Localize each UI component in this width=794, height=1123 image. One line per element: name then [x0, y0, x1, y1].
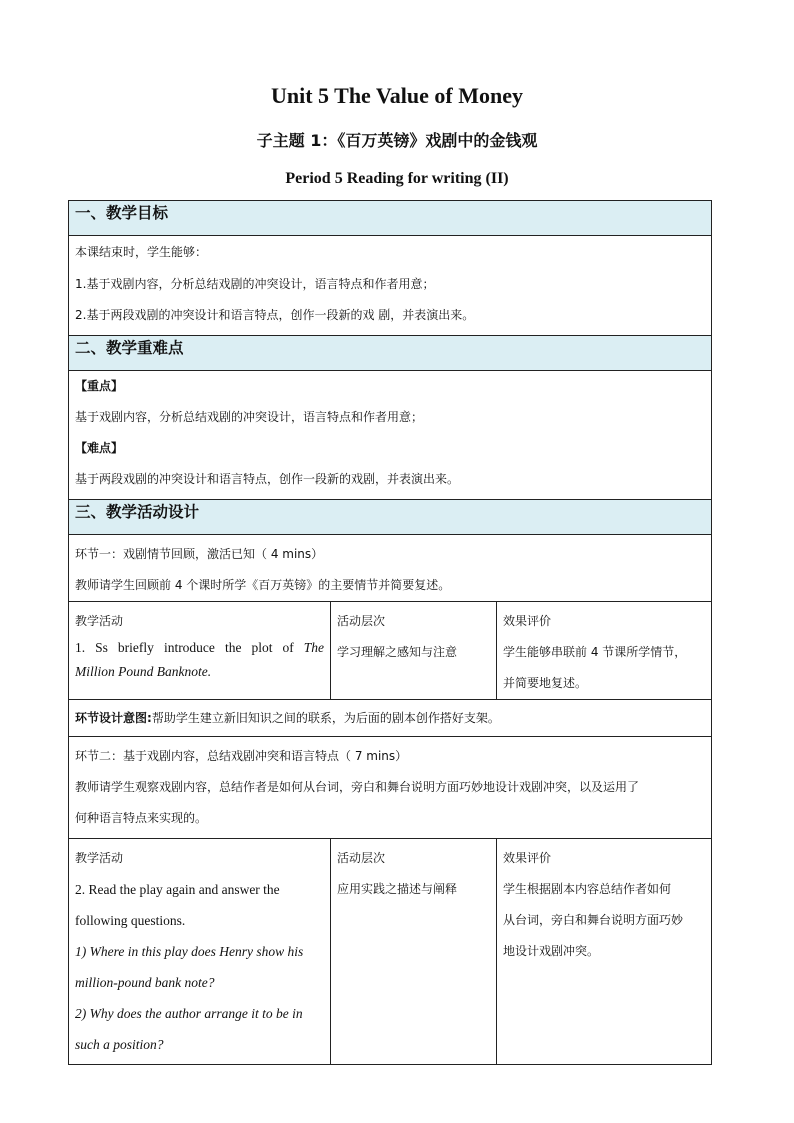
- key-point-text: 基于戏剧内容，分析总结戏剧的冲突设计，语言特点和作者用意；: [75, 410, 424, 424]
- difficult-point-label: 【难点】: [75, 441, 124, 455]
- question-text: million-pound bank note?: [75, 975, 215, 990]
- section-key-difficult-points: [69, 336, 712, 371]
- step2-description: 何种语言特点来实现的。: [75, 811, 208, 825]
- evaluation-text: 地设计戏剧冲突。: [503, 944, 600, 958]
- section-heading: 二、教学重难点: [69, 336, 712, 371]
- step2-activity-row: [69, 839, 712, 1065]
- level-text: 学习理解之感知与注意: [337, 645, 458, 659]
- level-text: 应用实践之描述与阐释: [337, 882, 458, 896]
- evaluation-text: 学生根据剧本内容总结作者如何: [503, 882, 672, 896]
- section-activity-design: [69, 500, 712, 535]
- question-text: 1) Where in this play does Henry show his: [75, 944, 304, 959]
- design-intent-text: 帮助学生建立新旧知识之间的联系，为后面的剧本创作搭好支架。: [151, 710, 500, 725]
- evaluation-label: 效果评价: [503, 614, 552, 628]
- evaluation-text: 从台词，旁白和舞台说明方面巧妙: [503, 913, 684, 927]
- evaluation-text: 学生能够串联前 4 节课所学情节，: [503, 645, 687, 659]
- activity-text: 2. Read the play again and answer the: [75, 882, 280, 897]
- evaluation-label: 效果评价: [503, 851, 552, 865]
- question-text: such a position?: [75, 1037, 164, 1052]
- document-title: Unit 5 The Value of Money: [270, 83, 523, 108]
- key-points-row: [69, 371, 712, 500]
- lesson-plan-table: [68, 200, 712, 1065]
- document-subtitle: 子主题 1：《百万英镑》戏剧中的金钱观: [256, 131, 538, 150]
- question-text: 2) Why does the author arrange it to be in: [75, 1006, 303, 1021]
- section-heading: 一、教学目标: [69, 201, 712, 236]
- activity-text: following questions.: [75, 913, 186, 928]
- section-heading: 三、教学活动设计: [69, 500, 712, 535]
- step2-title: 环节二：基于戏剧内容，总结戏剧冲突和语言特点（ 7 mins）: [75, 749, 408, 763]
- level-label: 活动层次: [337, 851, 386, 865]
- objective-item: 2.基于两段戏剧的冲突设计和语言特点，创作一段新的戏 剧，并表演出来。: [75, 308, 475, 322]
- evaluation-text: 并简要地复述。: [503, 676, 588, 690]
- section-teaching-objectives: [69, 201, 712, 236]
- step2-description: 教师请学生观察戏剧内容，总结作者是如何从台词，旁白和舞台说明方面巧妙地设计戏剧冲突，以及运用了: [75, 780, 640, 794]
- activity-label: 教学活动: [75, 851, 124, 865]
- activity-label: 教学活动: [75, 614, 124, 628]
- level-label: 活动层次: [337, 614, 386, 628]
- step1-description: 教师请学生回顾前 4 个课时所学《百万英镑》的主要情节并简要复述。: [75, 578, 451, 592]
- step1-header-row: [69, 535, 712, 602]
- step1-title: 环节一：戏剧情节回顾，激活已知（ 4 mins）: [75, 547, 324, 561]
- objective-item: 1.基于戏剧内容，分析总结戏剧的冲突设计，语言特点和作者用意；: [75, 277, 435, 291]
- design-intent-label: 环节设计意图:: [75, 710, 152, 725]
- activity-text: Million Pound Banknote.: [75, 664, 212, 679]
- period-title: Period 5 Reading for writing (II): [285, 170, 509, 187]
- step1-activity-row: [69, 602, 712, 700]
- design-intent: [75, 703, 705, 734]
- objectives-intro: 本课结束时，学生能够：: [75, 245, 208, 259]
- activity-text: 1. Ss briefly introduce the plot of The: [75, 640, 324, 655]
- difficult-point-text: 基于两段戏剧的冲突设计和语言特点，创作一段新的戏剧，并表演出来。: [75, 472, 460, 486]
- step1-intent-row: [69, 700, 712, 737]
- step2-header-row: [69, 737, 712, 839]
- key-point-label: 【重点】: [75, 379, 124, 393]
- objectives-row: [69, 236, 712, 336]
